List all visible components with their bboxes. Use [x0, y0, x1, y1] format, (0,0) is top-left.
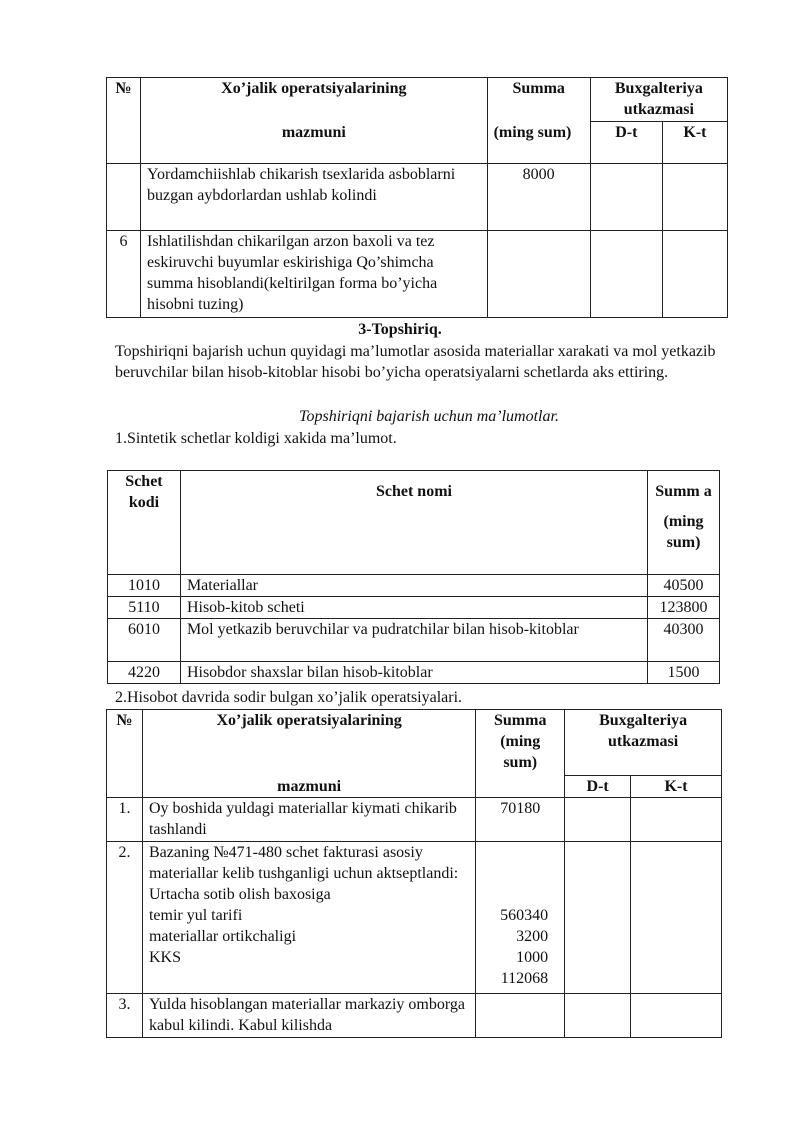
- row-debit: [590, 231, 662, 318]
- table-row: [107, 798, 722, 842]
- row-debit: [590, 164, 662, 231]
- col-header-description: [141, 78, 488, 164]
- list-item-balances: 1.Sintetik schetlar koldigi xakida ma’lumot.: [115, 430, 397, 447]
- row-debit: [565, 798, 631, 842]
- row-sum: [476, 994, 565, 1038]
- row-sum: 70180: [476, 798, 565, 842]
- row-debit: [565, 994, 631, 1038]
- account-sum: 40500: [648, 575, 720, 597]
- account-sum: 123800: [648, 597, 720, 619]
- account-sum: 40300: [648, 619, 720, 662]
- col-header-sum: Summa (ming sum): [476, 710, 565, 798]
- col-header-description-line1: Xo’jalik operatsiyalarining: [216, 712, 402, 729]
- row-description: Yulda hisoblangan materiallar markaziy omborga kabul kilindi. Kabul kilishda: [142, 994, 475, 1038]
- row-number: [107, 164, 141, 231]
- data-subtitle: Topshiriqni bajarish uchun ma’lumotlar.: [299, 408, 559, 425]
- col-header-number: №: [107, 78, 141, 164]
- col-header-number: №: [107, 710, 143, 798]
- row-credit: [662, 164, 727, 231]
- account-name: Mol yetkazib beruvchilar va pudratchilar bilan hisob-kitoblar: [180, 619, 647, 662]
- intro-paragraph: Topshiriqni bajarish uchun quyidagi ma’lumotlar asosida materiallar xarakati va mol yetkazib beruvchilar bilan hisob-kitoblar hisobi bo’yicha operatsiyalarni schetlarda aks ettiring.: [115, 343, 716, 381]
- table-row: [107, 164, 728, 231]
- account-balances-table: [107, 470, 720, 684]
- account-code: 6010: [108, 619, 181, 662]
- row-credit: [631, 798, 722, 842]
- row-description: Yordamchiishlab chikarish tsexlarida asboblarni buzgan aybdorlardan ushlab kolindi: [141, 164, 488, 231]
- account-name: Hisobdor shaxslar bilan hisob-kitoblar: [180, 662, 647, 684]
- row-sum: [487, 231, 590, 318]
- table-row: [108, 597, 720, 619]
- col-header-sum: [487, 78, 590, 164]
- col-header-credit: K-t: [631, 776, 722, 798]
- row-sum: 560340 3200 1000 112068: [476, 842, 565, 994]
- col-header-sum-line1: Summ a: [655, 483, 712, 500]
- table-row: [107, 842, 722, 994]
- table-row: [107, 994, 722, 1038]
- account-name: Materiallar: [180, 575, 647, 597]
- row-credit: [631, 994, 722, 1038]
- table-row: [108, 575, 720, 597]
- table-row: [107, 231, 728, 318]
- account-code: 1010: [108, 575, 181, 597]
- col-header-entry: Buxgalteriya utkazmasi: [590, 78, 727, 122]
- account-name: Hisob-kitob scheti: [180, 597, 647, 619]
- col-header-sum-line1: Summa: [512, 80, 565, 97]
- col-header-description-line1: Xo’jalik operatsiyalarining: [221, 80, 407, 97]
- section-heading: 3-Topshiriq.: [358, 321, 442, 338]
- account-code: 4220: [108, 662, 181, 684]
- row-number: 6: [107, 231, 141, 318]
- list-item-operations: 2.Hisobot davrida sodir bulgan xo’jalik operatsiyalari.: [115, 689, 463, 706]
- col-header-sum-line2: (ming sum): [493, 124, 572, 141]
- col-header-sum: [648, 471, 720, 575]
- col-header-description-line2: mazmuni: [277, 778, 342, 795]
- operations-table-bottom: [106, 709, 722, 1038]
- col-header-description: [142, 710, 475, 798]
- row-sum: 8000: [487, 164, 590, 231]
- table-row: [108, 662, 720, 684]
- row-credit: [662, 231, 727, 318]
- row-debit: [565, 842, 631, 994]
- row-number: 3.: [107, 994, 143, 1038]
- row-description: Oy boshida yuldagi materiallar kiymati chikarib tashlandi: [142, 798, 475, 842]
- row-number: 1.: [107, 798, 143, 842]
- col-header-account-name: Schet nomi: [180, 471, 647, 575]
- account-sum: 1500: [648, 662, 720, 684]
- account-code: 5110: [108, 597, 181, 619]
- col-header-debit: D-t: [590, 122, 662, 164]
- row-description: Bazaning №471-480 schet fakturasi asosiy materiallar kelib tushganligi uchun aktseptlandi: Urtacha sotib olish baxosiga temir yul tarifi materiallar ortikchaligi KKS: [142, 842, 475, 994]
- col-header-credit: K-t: [662, 122, 727, 164]
- table-row: [108, 619, 720, 662]
- col-header-debit: D-t: [565, 776, 631, 798]
- col-header-entry: Buxgalteriya utkazmasi: [565, 710, 722, 776]
- row-number: 2.: [107, 842, 143, 994]
- row-description: Ishlatilishdan chikarilgan arzon baxoli va tez eskiruvchi buyumlar eskirishiga Qo’shimcha summa hisoblandi(keltirilgan forma bo’yicha hisobni tuzing): [141, 231, 488, 318]
- row-credit: [631, 842, 722, 994]
- col-header-sum-line2: (ming sum): [663, 513, 704, 551]
- col-header-description-line2: mazmuni: [281, 124, 346, 141]
- col-header-account-code: Schet kodi: [108, 471, 181, 575]
- operations-table-top: [106, 77, 728, 318]
